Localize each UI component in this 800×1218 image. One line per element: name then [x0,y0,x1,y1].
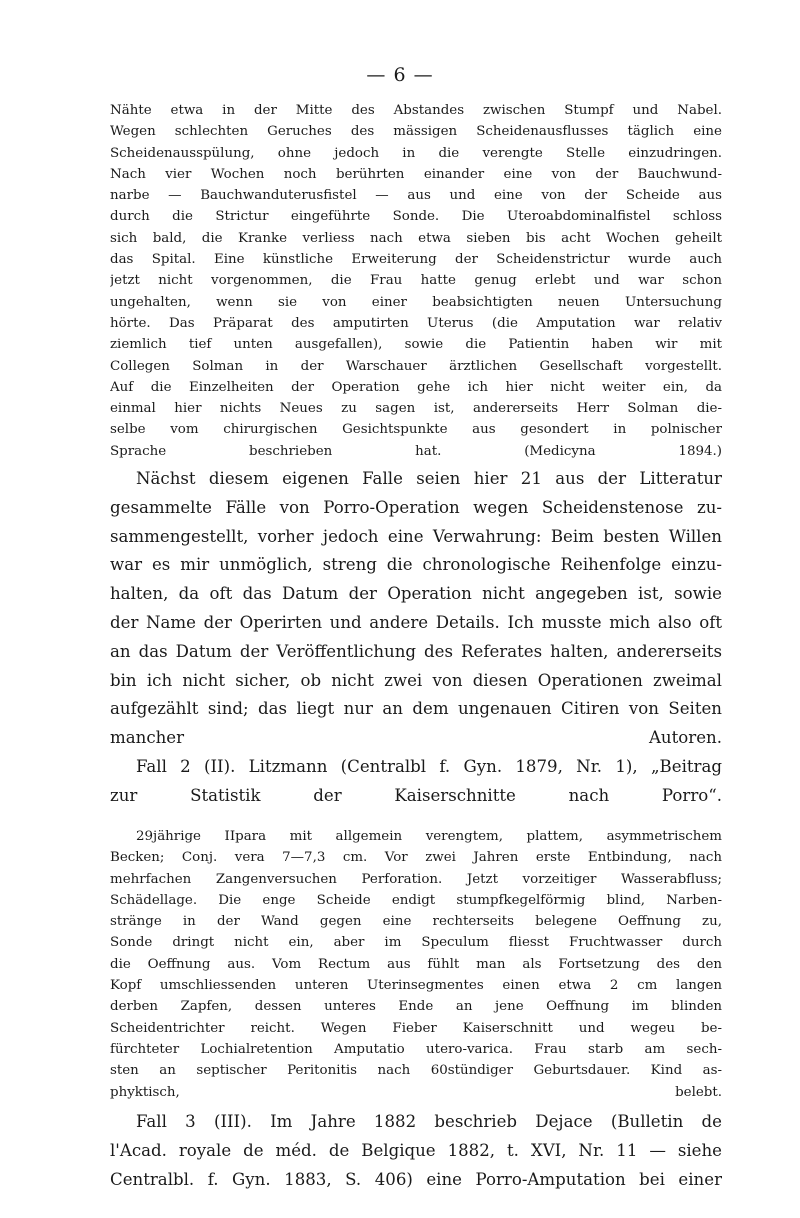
text-line: Schädellage. Die enge Scheide endigt stumpfkegelförmig blind, Narben- [110,892,722,908]
case-heading-line: Fall 3 (III). Im Jahre 1882 beschrieb Dejace (Bulletin de [136,1112,722,1131]
text-line: durch die Strictur eingeführte Sonde. Die Uteroabdominalfistel schloss [110,209,722,225]
text-line: sten an septischer Peritonitis nach 60stündiger Geburtsdauer. Kind as- [110,1063,722,1079]
text-line: phyktisch, belebt. [110,1084,722,1100]
text-line: stränge in der Wand gegen eine rechterseits belegene Oeffnung zu, [110,914,722,930]
text-line: die Oeffnung aus. Vom Rectum aus fühlt man als Fortsetzung des den [110,956,722,972]
literature-intro-paragraph [110,465,722,811]
text-line: Nächst diesem eigenen Falle seien hier 21 aus der Litteratur [136,469,722,488]
text-line: halten, da oft das Datum der Operation nicht angegeben ist, sowie [110,584,722,604]
text-line: hörte. Das Präparat des amputirten Uterus (die Amputation war relativ [110,315,722,331]
text-line: aufgezählt sind; das liegt nur an dem ungenauen Citiren von Seiten [110,699,722,719]
text-line: selbe vom chirurgischen Gesichtspunkte aus gesondert in polnischer [110,422,722,438]
case-heading-line: zur Statistik der Kaiserschnitte nach Porro“. [110,785,722,805]
text-line: Nach vier Wochen noch berührten einander eine von der Bauchwund- [110,166,722,182]
text-line: jetzt nicht vorgenommen, die Frau hatte genug erlebt und war schon [110,273,722,289]
text-line: sich bald, die Kranke verliess nach etwa sieben bis acht Wochen geheilt [110,230,722,246]
text-line: gesammelte Fälle von Porro-Operation wegen Scheidenstenose zu- [110,497,722,517]
text-line: ungehalten, wenn sie von einer beabsichtigten neuen Untersuchung [110,294,722,310]
text-line: Wegen schlechten Geruches des mässigen Scheidenausflusses täglich eine [110,124,722,140]
case-2-description [110,826,722,1103]
text-line: das Spital. Eine künstliche Erweiterung der Scheidenstrictur wurde auch [110,252,722,268]
text-line: Scheidenausspülung, ohne jedoch in die verengte Stelle einzudringen. [110,145,722,161]
page-number: — 6 — [366,64,434,86]
text-line: narbe — Bauchwanduterusfistel — aus und eine von der Scheide aus [110,188,722,204]
text-line: l'Acad. royale de méd. de Belgique 1882, t. XVI, Nr. 11 — siehe [110,1140,722,1160]
text-line: Auf die Einzelheiten der Operation gehe ich hier nicht weiter ein, da [110,379,722,395]
text-line: einmal hier nichts Neues zu sagen ist, andererseits Herr Solman die- [110,401,722,417]
text-line: 29jährige IIpara mit allgemein verengtem, plattem, asymmetrischem [136,829,722,844]
text-line: Scheidentrichter reicht. Wegen Fieber Kaiserschnitt und wegeu be- [110,1020,722,1036]
text-line: war es mir unmöglich, streng die chronologische Reihenfolge einzu- [110,555,722,575]
text-line: derben Zapfen, dessen unteres Ende an jene Oeffnung im blinden [110,999,722,1015]
text-line: Nähte etwa in der Mitte des Abstandes zwischen Stumpf und Nabel. [110,103,722,118]
text-line: der Name der Operirten und andere Details. Ich musste mich also oft [110,612,722,632]
case-heading-line: Fall 2 (II). Litzmann (Centralbl f. Gyn. 1879, Nr. 1), „Beitrag [136,756,722,776]
text-line: Becken; Conj. vera 7—7,3 cm. Vor zwei Jahren erste Entbindung, nach [110,850,722,866]
text-line: fürchteter Lochialretention Amputatio utero-varica. Frau starb am sech- [110,1041,722,1057]
text-line: Sprache beschrieben hat. (Medicyna 1894.) [110,443,722,459]
case-report-paragraph [110,100,722,462]
text-line: Kopf umschliessenden unteren Uterinsegmentes einen etwa 2 cm langen [110,978,722,994]
text-line: mancher Autoren. [110,728,722,748]
text-line: Collegen Solman in der Warschauer ärztlichen Gesellschaft vorgestellt. [110,358,722,374]
text-line: ziemlich tief unten ausgefallen), sowie die Patientin haben wir mit [110,337,722,353]
text-line: Sonde dringt nicht ein, aber im Speculum fliesst Fruchtwasser durch [110,935,722,951]
text-line: bin ich nicht sicher, ob nicht zwei von diesen Operationen zweimal [110,670,722,690]
text-line: mehrfachen Zangenversuchen Perforation. Jetzt vorzeitiger Wasserabfluss; [110,871,722,887]
text-line: an das Datum der Veröffentlichung des Referates halten, andererseits [110,641,722,661]
text-line: Centralbl. f. Gyn. 1883, S. 406) eine Porro-Amputation bei einer [110,1169,722,1189]
text-line: sammengestellt, vorher jedoch eine Verwahrung: Beim besten Willen [110,526,722,546]
case-3-paragraph [110,1108,722,1194]
